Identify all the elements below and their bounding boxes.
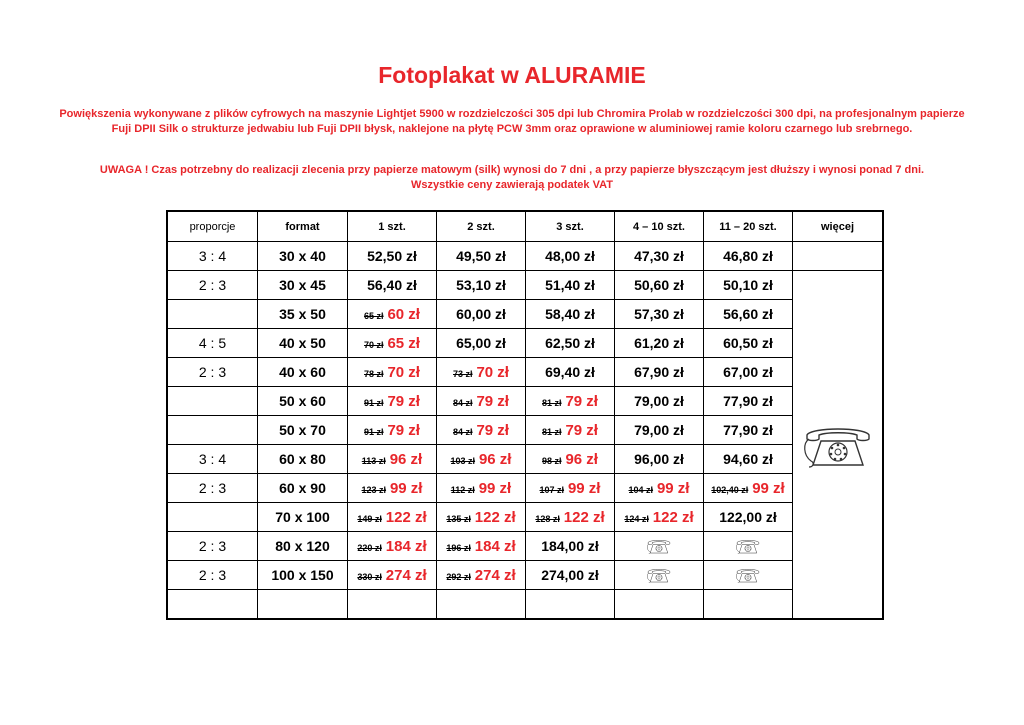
- telephone-icon: [615, 537, 703, 555]
- old-price: 292 zł: [446, 571, 471, 582]
- price-cell: [704, 590, 793, 620]
- price-cell: [348, 358, 437, 387]
- promo-price: 274 zł: [385, 566, 427, 584]
- price-cell: 274,00 zł: [526, 561, 615, 590]
- price-cell: [526, 387, 615, 416]
- promo-price: 79 zł: [387, 392, 420, 410]
- telephone-icon: [615, 566, 703, 584]
- promo-price: 79 zł: [565, 421, 598, 439]
- price-cell: 50,60 zł: [615, 271, 704, 300]
- price-cell: [615, 474, 704, 503]
- table-row: [167, 474, 883, 503]
- old-price: 330 zł: [357, 571, 382, 582]
- more-cell: [793, 242, 884, 271]
- old-price: 70 zł: [364, 339, 384, 350]
- old-price: 112 zł: [450, 484, 475, 495]
- header-qty-11-20: 11 – 20 szt.: [704, 211, 793, 242]
- price-cell: 79,00 zł: [615, 387, 704, 416]
- price-cell: [704, 561, 793, 590]
- old-price: 81 zł: [542, 397, 562, 408]
- price-cell: [526, 590, 615, 620]
- table-row: [167, 242, 883, 271]
- price-cell: 58,40 zł: [526, 300, 615, 329]
- old-price: 128 zł: [535, 513, 560, 524]
- price-cell: [437, 532, 526, 561]
- ratio-cell: [167, 416, 258, 445]
- old-price: 91 zł: [364, 397, 384, 408]
- price-cell: [615, 503, 704, 532]
- price-cell: [348, 416, 437, 445]
- old-price: 124 zł: [624, 513, 649, 524]
- table-row: [167, 532, 883, 561]
- promo-price: 99 zł: [478, 479, 512, 497]
- table-row: [167, 358, 883, 387]
- price-cell: [348, 590, 437, 620]
- price-cell: 61,20 zł: [615, 329, 704, 358]
- promo-price: 99 zł: [567, 479, 601, 497]
- promo-price: 70 zł: [476, 363, 509, 381]
- header-qty-2: 2 szt.: [437, 211, 526, 242]
- old-price: 73 zł: [453, 368, 473, 379]
- price-cell: [526, 416, 615, 445]
- table-row: [167, 300, 883, 329]
- header-ratio: proporcje: [167, 211, 258, 242]
- promo-price: 184 zł: [474, 537, 516, 555]
- price-cell: [348, 387, 437, 416]
- price-cell: [437, 503, 526, 532]
- table-row: [167, 329, 883, 358]
- price-cell: 56,60 zł: [704, 300, 793, 329]
- price-cell: [526, 503, 615, 532]
- old-price: 84 zł: [453, 397, 473, 408]
- price-cell: 51,40 zł: [526, 271, 615, 300]
- promo-price: 79 zł: [387, 421, 420, 439]
- price-cell: [348, 561, 437, 590]
- price-cell: [348, 300, 437, 329]
- table-row: [167, 416, 883, 445]
- price-cell: 69,40 zł: [526, 358, 615, 387]
- price-cell: 52,50 zł: [348, 242, 437, 271]
- table-row: [167, 271, 883, 300]
- table-header-row: [167, 211, 883, 242]
- format-cell: 50 x 70: [258, 416, 348, 445]
- price-cell: [437, 474, 526, 503]
- price-cell: [615, 532, 704, 561]
- page-title: Fotoplakat w ALURAMIE: [378, 62, 646, 88]
- old-price: 113 zł: [361, 455, 386, 466]
- price-cell: 57,30 zł: [615, 300, 704, 329]
- ratio-cell: 2 : 3: [167, 358, 258, 387]
- promo-price: 122 zł: [385, 508, 427, 526]
- old-price: 107 zł: [539, 484, 565, 495]
- old-price: 196 zł: [446, 542, 471, 553]
- ratio-cell: 3 : 4: [167, 242, 258, 271]
- old-price: 65 zł: [364, 310, 384, 321]
- ratio-cell: 2 : 3: [167, 532, 258, 561]
- promo-price: 122 zł: [563, 508, 605, 526]
- promo-price: 122 zł: [474, 508, 516, 526]
- old-price: 123 zł: [361, 484, 387, 495]
- ratio-cell: 2 : 3: [167, 474, 258, 503]
- old-price: 78 zł: [364, 368, 384, 379]
- price-cell: 62,50 zł: [526, 329, 615, 358]
- format-cell: 30 x 40: [258, 242, 348, 271]
- price-cell: 53,10 zł: [437, 271, 526, 300]
- promo-price: 70 zł: [387, 363, 420, 381]
- price-cell: 60,50 zł: [704, 329, 793, 358]
- old-price: 84 zł: [453, 426, 473, 437]
- price-cell: [437, 445, 526, 474]
- promo-price: 99 zł: [752, 479, 785, 497]
- telephone-icon: [793, 421, 882, 469]
- price-cell: [615, 561, 704, 590]
- price-cell: 77,90 zł: [704, 416, 793, 445]
- format-cell: 60 x 80: [258, 445, 348, 474]
- price-cell: 67,90 zł: [615, 358, 704, 387]
- promo-price: 60 zł: [387, 305, 420, 323]
- table-row: [167, 503, 883, 532]
- old-price: 102,40 zł: [711, 484, 749, 495]
- promo-price: 65 zł: [387, 334, 420, 352]
- price-cell: [348, 474, 437, 503]
- header-format: format: [258, 211, 348, 242]
- promo-price: 79 zł: [565, 392, 598, 410]
- format-cell: 40 x 50: [258, 329, 348, 358]
- notice-text: UWAGA ! Czas potrzebny do realizacji zlecenia przy papierze matowym (silk) wynosi do 7 dni , a przy papierze błyszczącym jest dłuższy i wynosi ponad 7 dni.: [99, 164, 925, 176]
- price-cell: [437, 358, 526, 387]
- format-cell: 60 x 90: [258, 474, 348, 503]
- promo-price: 99 zł: [389, 479, 423, 497]
- ratio-cell: [167, 387, 258, 416]
- format-cell: [258, 590, 348, 620]
- price-cell: [437, 561, 526, 590]
- price-cell: 46,80 zł: [704, 242, 793, 271]
- notice-block: [50, 163, 974, 193]
- old-price: 135 zł: [446, 513, 471, 524]
- price-cell: [526, 474, 615, 503]
- price-cell: 50,10 zł: [704, 271, 793, 300]
- format-cell: 80 x 120: [258, 532, 348, 561]
- ratio-cell: [167, 300, 258, 329]
- promo-price: 274 zł: [474, 566, 516, 584]
- promo-price: 79 zł: [476, 392, 509, 410]
- header-qty-4-10: 4 – 10 szt.: [615, 211, 704, 242]
- old-price: 81 zł: [542, 426, 562, 437]
- price-cell: [348, 503, 437, 532]
- price-cell: 94,60 zł: [704, 445, 793, 474]
- price-cell: [526, 445, 615, 474]
- table-row: [167, 561, 883, 590]
- old-price: 91 zł: [364, 426, 384, 437]
- old-price: 104 zł: [628, 484, 654, 495]
- format-cell: 50 x 60: [258, 387, 348, 416]
- header-qty-3: 3 szt.: [526, 211, 615, 242]
- table-row: [167, 387, 883, 416]
- price-cell: 67,00 zł: [704, 358, 793, 387]
- price-cell: 49,50 zł: [437, 242, 526, 271]
- more-cell-contact: [793, 271, 884, 620]
- table-row: [167, 445, 883, 474]
- format-cell: 30 x 45: [258, 271, 348, 300]
- price-cell: [437, 416, 526, 445]
- price-cell: 65,00 zł: [437, 329, 526, 358]
- header-more: więcej: [793, 211, 884, 242]
- price-cell: [437, 387, 526, 416]
- old-price: 149 zł: [357, 513, 382, 524]
- ratio-cell: [167, 590, 258, 620]
- format-cell: 40 x 60: [258, 358, 348, 387]
- price-cell: [348, 329, 437, 358]
- promo-price: 96 zł: [478, 450, 512, 468]
- price-cell: 47,30 zł: [615, 242, 704, 271]
- format-cell: 70 x 100: [258, 503, 348, 532]
- format-cell: 35 x 50: [258, 300, 348, 329]
- price-cell: [348, 445, 437, 474]
- price-table: [166, 210, 884, 620]
- ratio-cell: 2 : 3: [167, 561, 258, 590]
- price-cell: 96,00 zł: [615, 445, 704, 474]
- price-cell: [437, 590, 526, 620]
- ratio-cell: 2 : 3: [167, 271, 258, 300]
- price-cell: 79,00 zł: [615, 416, 704, 445]
- vat-text: Wszystkie ceny zawierają podatek VAT: [411, 179, 613, 191]
- old-price: 220 zł: [357, 542, 382, 553]
- old-price: 103 zł: [450, 455, 476, 466]
- price-cell: 122,00 zł: [704, 503, 793, 532]
- price-cell: [704, 474, 793, 503]
- promo-price: 96 zł: [565, 450, 598, 468]
- price-cell: 60,00 zł: [437, 300, 526, 329]
- price-cell: 48,00 zł: [526, 242, 615, 271]
- ratio-cell: 3 : 4: [167, 445, 258, 474]
- header-qty-1: 1 szt.: [348, 211, 437, 242]
- promo-price: 79 zł: [476, 421, 509, 439]
- price-cell: 56,40 zł: [348, 271, 437, 300]
- price-cell: 77,90 zł: [704, 387, 793, 416]
- ratio-cell: [167, 503, 258, 532]
- description-text: Powiększenia wykonywane z plików cyfrowych na maszynie Lightjet 5900 w rozdzielczości 305 dpi lub Chromira Prolab w rozdzielczości 300 dpi, na profesjonalnym papierze Fuji DPII Silk o strukturze jedwabiu lub Fuji DPII błysk, naklejone na płytę PCW 3mm oraz oprawione w aluminiowej ramie koloru czarnego lub srebrnego.: [59, 108, 965, 135]
- promo-price: 99 zł: [656, 479, 690, 497]
- price-cell: [348, 532, 437, 561]
- old-price: 98 zł: [542, 455, 562, 466]
- telephone-icon: [704, 537, 792, 555]
- table-row: [167, 590, 883, 620]
- price-cell: [615, 590, 704, 620]
- promo-price: 184 zł: [385, 537, 427, 555]
- price-cell: [704, 532, 793, 561]
- telephone-icon: [704, 566, 792, 584]
- promo-price: 96 zł: [389, 450, 423, 468]
- ratio-cell: 4 : 5: [167, 329, 258, 358]
- format-cell: 100 x 150: [258, 561, 348, 590]
- promo-price: 122 zł: [652, 508, 694, 526]
- price-cell: 184,00 zł: [526, 532, 615, 561]
